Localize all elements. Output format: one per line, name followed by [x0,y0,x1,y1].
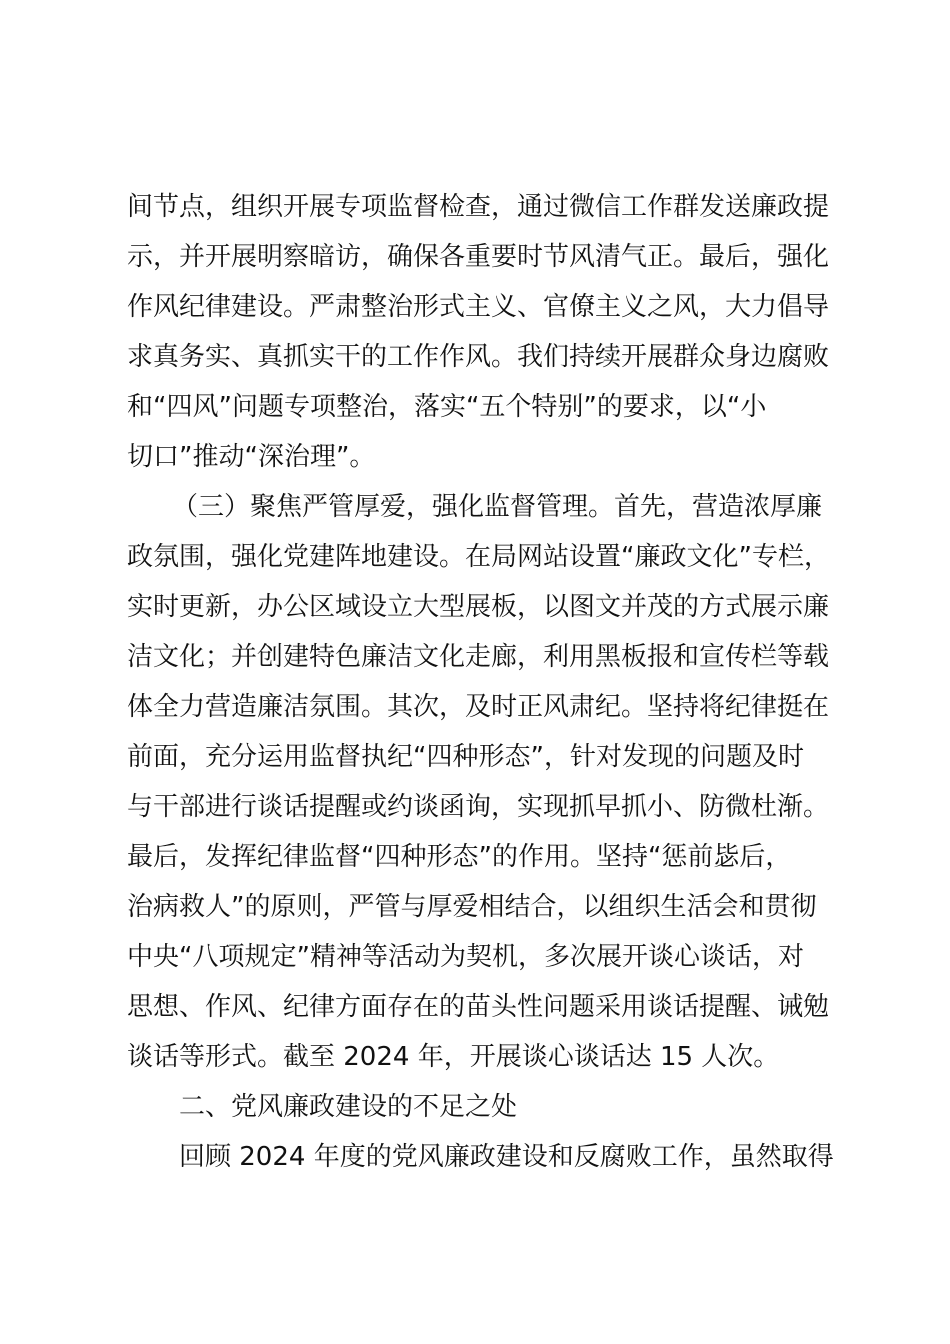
text-line: 前面，充分运用监督执纪“四种形态”，针对发现的问题及时 [127,742,804,772]
text-line: 间节点，组织开展专项监督检查，通过微信工作群发送廉政提 [127,192,830,222]
text-line: 谈话等形式。截至 2024 年，开展谈心谈话达 15 人次。 [127,1042,780,1072]
text-line: 最后，发挥纪律监督“四种形态”的作用。坚持“惩前毖后， [127,842,792,872]
section-heading: 二、党风廉政建设的不足之处 [179,1092,518,1122]
text-line: 求真务实、真抓实干的工作作风。我们持续开展群众身边腐败 [127,342,830,372]
text-line: 思想、作风、纪律方面存在的苗头性问题采用谈话提醒、诫勉 [127,992,830,1022]
text-line: 示，并开展明察暗访，确保各重要时节风清气正。最后，强化 [127,242,830,272]
text-line: 和“四风”问题专项整治，落实“五个特别”的要求，以“小 [127,392,767,422]
text-line: 政氛围，强化党建阵地建设。在局网站设置“廉政文化”专栏， [127,542,830,572]
text-line: 洁文化；并创建特色廉洁文化走廊，利用黑板报和宣传栏等载 [127,642,830,672]
text-line: 治病救人”的原则，严管与厚爱相结合，以组织生活会和贯彻 [127,892,817,922]
section-heading-line: （三）聚焦严管厚爱，强化监督管理。首先，营造浓厚廉 [172,492,823,522]
text-line: 实时更新，办公区域设立大型展板，以图文并茂的方式展示廉 [127,592,830,622]
text-line: 体全力营造廉洁氛围。其次，及时正风肃纪。坚持将纪律挺在 [127,692,830,722]
text-line: 中央“八项规定”精神等活动为契机，多次展开谈心谈话，对 [127,942,804,972]
text-line: 作风纪律建设。严肃整治形式主义、官僚主义之风，大力倡导 [127,292,830,322]
text-line: 切口”推动“深治理”。 [127,442,376,472]
text-line: 回顾 2024 年度的党风廉政建设和反腐败工作，虽然取得 [179,1142,834,1172]
text-line: 与干部进行谈话提醒或约谈函询，实现抓早抓小、防微杜渐。 [127,792,830,822]
